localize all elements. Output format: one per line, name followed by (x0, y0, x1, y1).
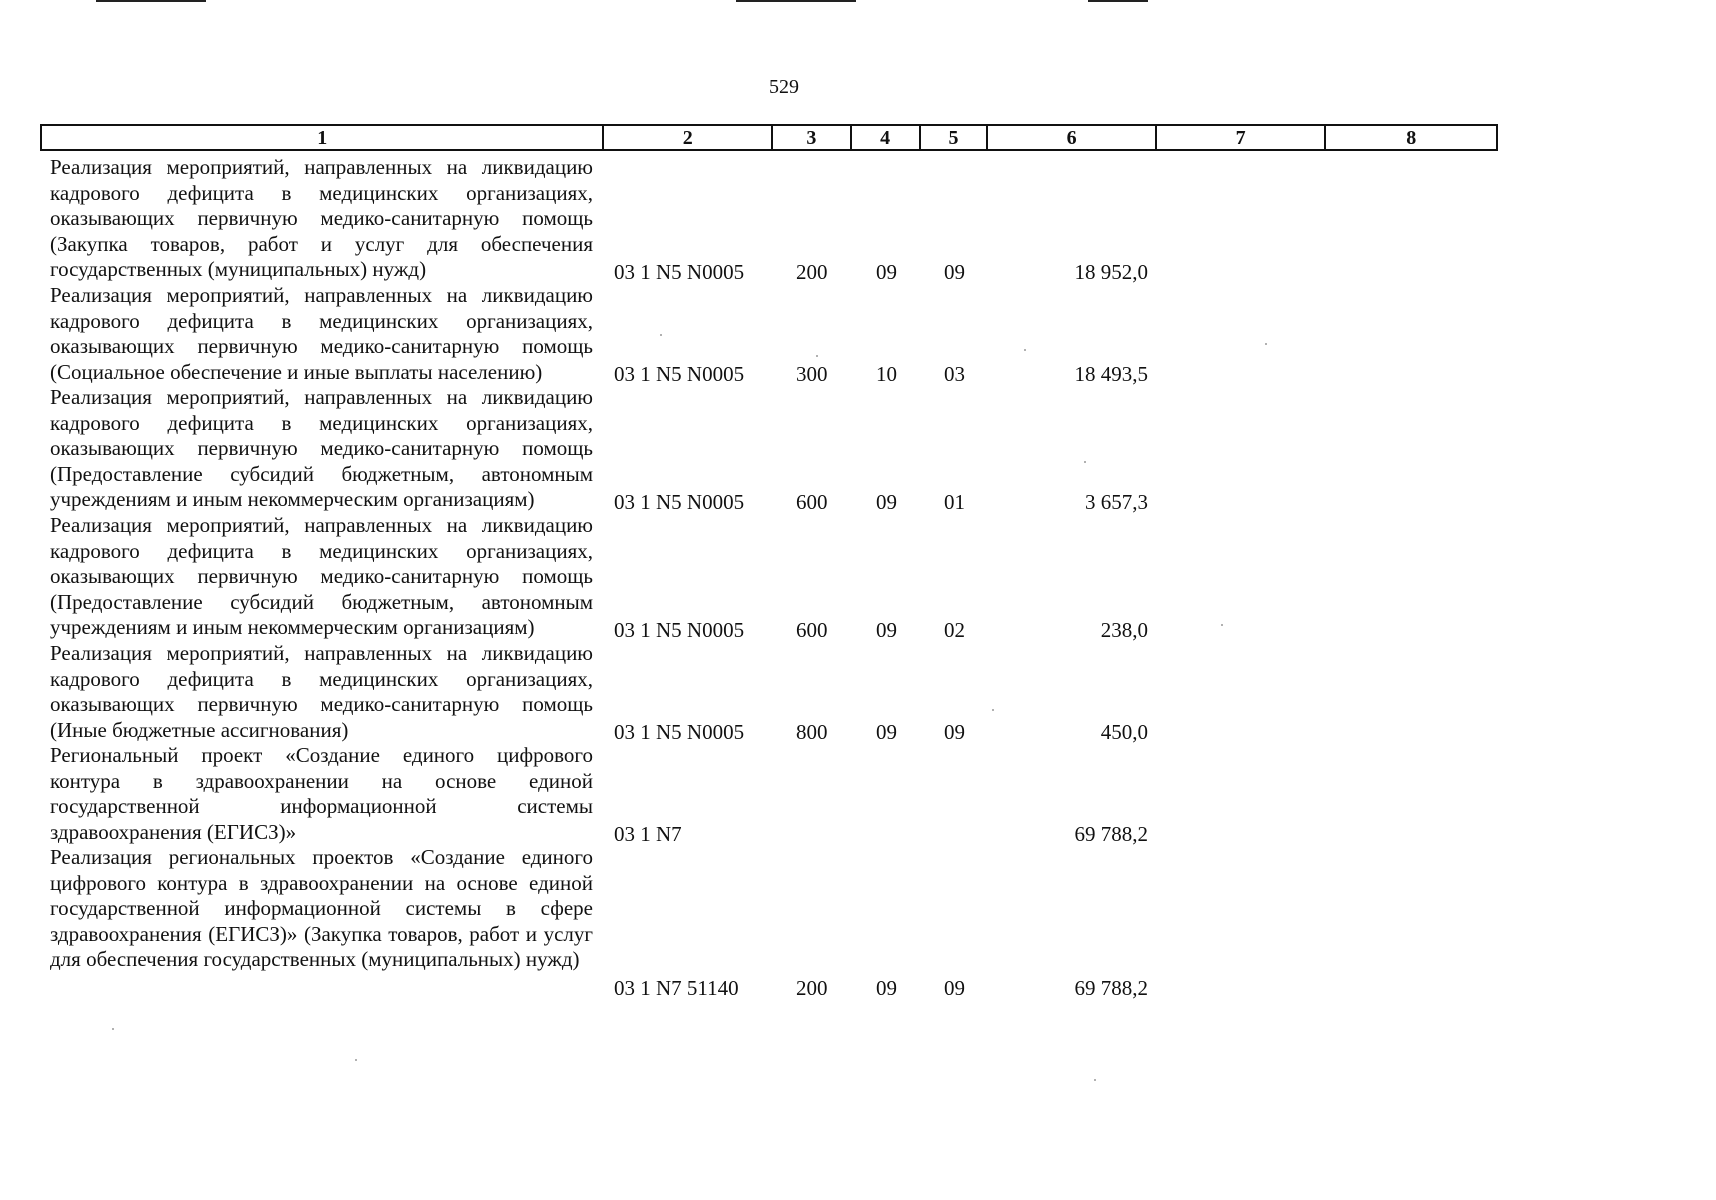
scan-speck (1094, 1079, 1096, 1081)
row-target-code: 03 1 N5 N0005 (614, 720, 745, 744)
row-description: Реализация мероприятий, направленных на ликвидацию кадрового дефицита в медицинских организациях, оказывающих первичную медико-санитарную помощь (Закупка товаров, работ и услуг для обеспечения государственных (муниципальных) нужд) (50, 155, 593, 282)
scan-rule (736, 0, 856, 2)
row-expense-type: 600 (796, 618, 828, 642)
scan-rule (1088, 0, 1148, 2)
row-description: Реализация мероприятий, направленных на ликвидацию кадрового дефицита в медицинских организациях, оказывающих первичную медико-санитарную помощь (Предоставление субсидий бюджетным, автономным учреждениям и иным некоммерческим организациям) (50, 513, 593, 640)
row-description: Реализация мероприятий, направленных на ликвидацию кадрового дефицита в медицинских организациях, оказывающих первичную медико-санитарную помощь (Предоставление субсидий бюджетным, автономным учреждениям и иным некоммерческим организациям) (50, 385, 593, 512)
row-expense-type: 600 (796, 490, 828, 514)
table-row (40, 641, 1498, 743)
row-values (40, 975, 1498, 1001)
header-col-6: 6 (988, 126, 1157, 149)
scan-speck (1024, 349, 1026, 351)
row-values (40, 259, 1498, 285)
row-description: Реализация мероприятий, направленных на ликвидацию кадрового дефицита в медицинских организациях, оказывающих первичную медико-санитарную помощь (Социальное обеспечение и иные выплаты населению) (50, 283, 593, 384)
scan-speck (355, 1059, 357, 1061)
row-target-code: 03 1 N7 (614, 822, 682, 846)
row-target-code: 03 1 N7 51140 (614, 976, 739, 1000)
row-amount: 3 657,3 (1085, 490, 1148, 514)
row-section: 10 (876, 362, 897, 386)
scan-speck (992, 709, 994, 711)
row-section: 09 (876, 260, 897, 284)
row-expense-type: 300 (796, 362, 828, 386)
row-subsection: 09 (944, 976, 965, 1000)
row-amount: 450,0 (1100, 720, 1148, 744)
header-col-1: 1 (42, 126, 604, 149)
row-target-code: 03 1 N5 N0005 (614, 260, 745, 284)
row-description: Реализация региональных проектов «Создание единого цифрового контура в здравоохранении на основе единой государственной информационной системы в сфере здравоохранения (ЕГИСЗ)» (Закупка товаров, работ и услуг для обеспечения государственных (муниципальных) нужд) (50, 845, 593, 972)
page-number: 529 (769, 76, 799, 98)
header-col-2: 2 (604, 126, 773, 149)
scan-speck (660, 334, 662, 336)
header-col-3: 3 (773, 126, 852, 149)
row-expense-type: 200 (796, 976, 828, 1000)
row-description: Региональный проект «Создание единого цифрового контура в здравоохранении на основе единой государственной информационной системы здравоохранения (ЕГИСЗ)» (50, 743, 593, 844)
header-col-5: 5 (921, 126, 989, 149)
scan-speck (816, 355, 818, 357)
row-target-code: 03 1 N5 N0005 (614, 362, 745, 386)
row-section: 09 (876, 720, 897, 744)
header-col-8: 8 (1406, 127, 1417, 149)
row-subsection: 02 (944, 618, 965, 642)
scan-rule (96, 0, 206, 2)
table-row (40, 155, 1498, 283)
row-subsection: 03 (944, 362, 965, 386)
row-values (40, 361, 1498, 387)
row-description: Реализация мероприятий, направленных на ликвидацию кадрового дефицита в медицинских организациях, оказывающих первичную медико-санитарную помощь (Иные бюджетные ассигнования) (50, 641, 593, 742)
row-values (40, 821, 1498, 847)
row-target-code: 03 1 N5 N0005 (614, 490, 745, 514)
row-section: 09 (876, 976, 897, 1000)
header-col-4: 4 (852, 126, 921, 149)
table-row (40, 513, 1498, 641)
row-values (40, 719, 1498, 745)
row-amount: 18 493,5 (1074, 362, 1148, 386)
scan-speck (1084, 461, 1086, 463)
row-subsection: 09 (944, 260, 965, 284)
row-amount: 69 788,2 (1074, 976, 1148, 1000)
row-target-code: 03 1 N5 N0005 (614, 618, 745, 642)
row-expense-type: 200 (796, 260, 828, 284)
table-row (40, 743, 1498, 845)
scan-speck (1221, 624, 1223, 626)
row-amount: 69 788,2 (1074, 822, 1148, 846)
scan-speck (1265, 343, 1267, 345)
header-col-7: 7 (1157, 126, 1327, 149)
scan-speck (112, 1028, 114, 1030)
table-row (40, 283, 1498, 385)
row-subsection: 09 (944, 720, 965, 744)
table-header (40, 124, 1498, 151)
row-amount: 18 952,0 (1074, 260, 1148, 284)
table-row (40, 385, 1498, 513)
row-values (40, 489, 1498, 515)
row-amount: 238,0 (1100, 618, 1148, 642)
row-values (40, 617, 1498, 643)
table-row (40, 845, 1498, 999)
row-section: 09 (876, 490, 897, 514)
row-expense-type: 800 (796, 720, 828, 744)
row-section: 09 (876, 618, 897, 642)
row-subsection: 01 (944, 490, 965, 514)
